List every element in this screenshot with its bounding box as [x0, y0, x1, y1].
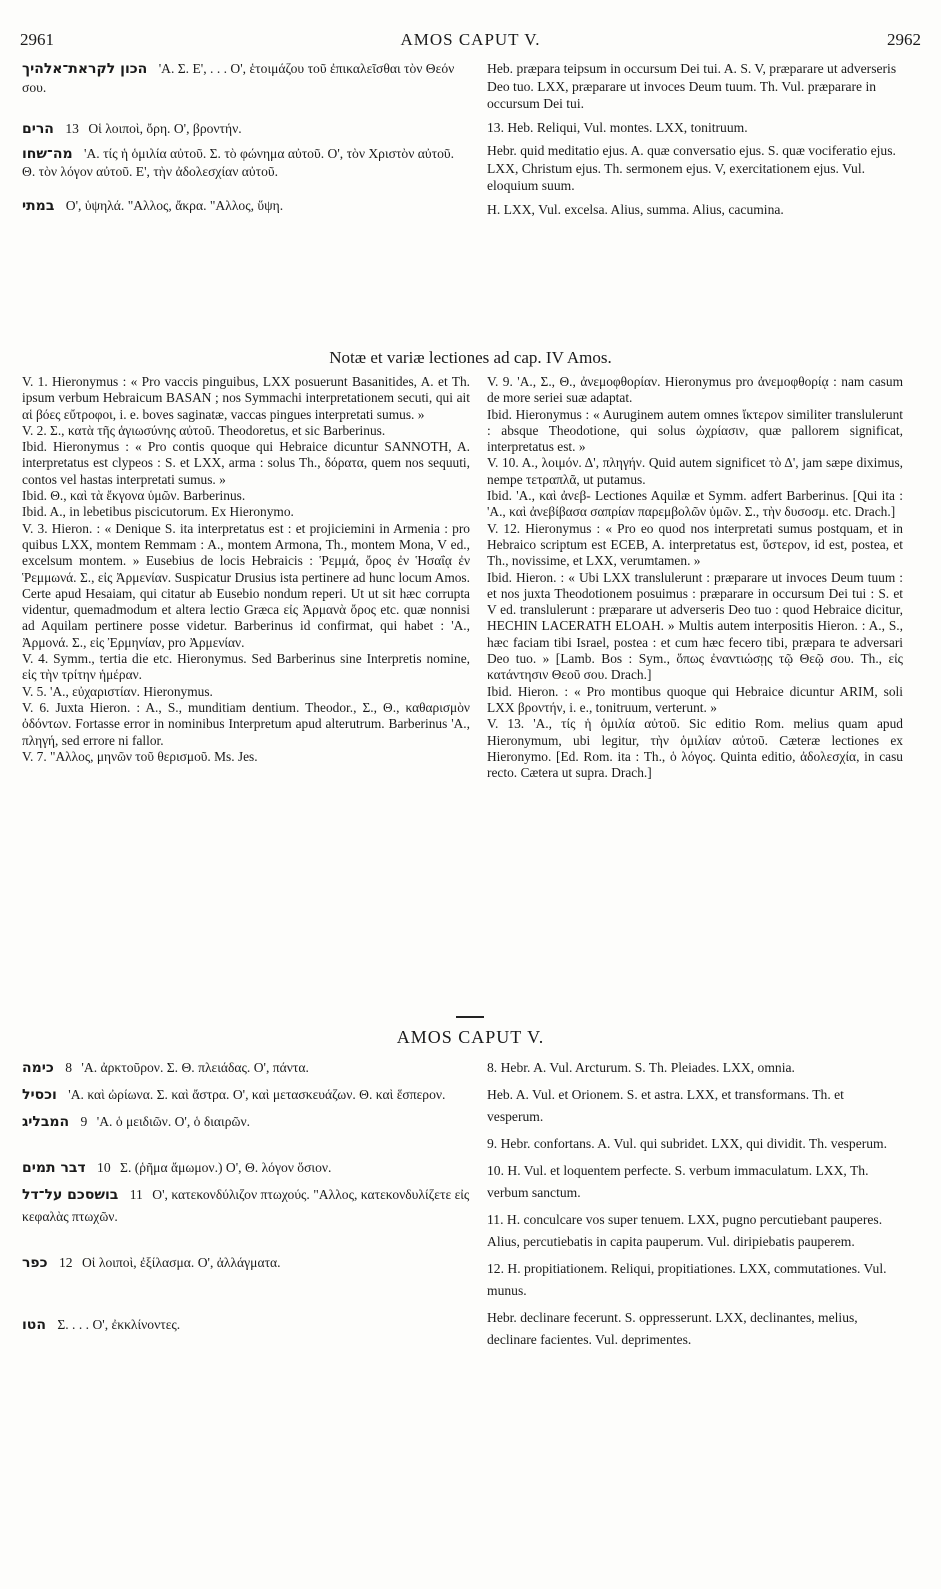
- note-paragraph: V. 6. Juxta Hieron. : A., S., munditiam dentium. Theodor., Σ., Θ., καθαρισμὸν ὀδόντων. Fortasse error in nominibus Interpretum apud alterutrum. Barberinus 'Α., πληγή, sed errore ni fallor.: [22, 699, 470, 748]
- entry-text: 'Α. Σ. Ε', . . . Ο', ἑτοιμάζου τοῦ ἐπικαλεῖσθαι τὸν Θεόν σου.: [22, 61, 455, 95]
- latin-entry: 9. Hebr. confortans. A. Vul. qui subridet. LXX, qui dividit. Th. vesperum.: [487, 1136, 888, 1151]
- hebrew-entry: [22, 120, 470, 139]
- hebrew-lemma: דבר תמים: [22, 1160, 86, 1176]
- note-paragraph: Ibid. Hieronymus : « Pro contis quoque qui Hebraice dicuntur SANNOTH, A. interpretatus est clypeos : S. et LXX, arma : solus Th., δόρατα, quem nos sequuti, contos vel hastas interpretati sumus. »: [22, 439, 470, 487]
- hebrew-entry: [22, 197, 470, 216]
- latin-entry: 12. H. propitiationem. Reliqui, propitiationes. LXX, commutationes. Vul. munus.: [487, 1261, 887, 1298]
- verse-number: 9: [80, 1114, 88, 1129]
- note-paragraph: Ibid. Hieron. : « Pro montibus quoque qui Hebraice dicuntur ARIM, soli LXX βροντήν, i. e., tonitruum, verterunt. »: [487, 683, 903, 715]
- hebrew-entry: [22, 1084, 470, 1106]
- section2-right-column: [487, 1057, 903, 1356]
- verse-number: 12: [58, 1255, 73, 1270]
- section1-right-column: [487, 60, 903, 224]
- hebrew-lemma: הכון לקראת־אלהיך: [22, 61, 148, 77]
- note-paragraph: V. 13. 'Α., τίς ἡ ὁμιλία αὐτοῦ. Sic editio Rom. melius quam apud Hieronymum, ubi legitur, τὴν ὁμιλίαν αὐτοῦ. Cæteræ lectiones ex Hieronymo. [Ed. Rom. ita : Th., ὁ λόγος. Quinta editio, ἀδολεσχία, in casu recto. Cætera ut supra. Drach.]: [487, 716, 903, 781]
- note-paragraph: V. 7. "Αλλος, μηνῶν τοῦ θερισμοῦ. Ms. Jes.: [22, 748, 258, 764]
- note-paragraph: V. 5. 'Α., εὐχαριστίαν. Hieronymus.: [22, 683, 213, 699]
- note-paragraph: Ibid. Θ., καὶ τὰ ἔκγονα ὑμῶν. Barberinus.: [22, 488, 246, 504]
- note-paragraph: V. 2. Σ., κατὰ τῆς ἁγιωσύνης αὐτοῦ. Theodoretus, et sic Barberinus.: [22, 422, 386, 438]
- hebrew-lemma: הרים: [22, 121, 54, 137]
- hebrew-entry: [22, 1252, 470, 1274]
- hebrew-lemma: וכסיל: [22, 1087, 57, 1103]
- note-paragraph: V. 3. Hieron. : « Denique S. ita interpretatus est : et projiciemini in Armenia : pro quibus LXX, montem Remmam : A., montem Armona, Th., montem Mona, V ed., excelsum montem. » Eusebius de locis Hebraicis : Ῥεμμά, ὄρος ἐν Ἡσαΐᾳ ἐν Ῥεμμωνά. Σ., εἰς Ἀρμενίαν. Suspicatur Drusius ista pertinere ad hunc locum Amos. Certe apud Hesaiam, qui citatur ab Eusebio nondum reperi. Ut ut sit hæc corrupta videntur, quemadmodum et altera lectio Græca εἰς Ἀρμανὰ ὄρος etc. quæ nonnisi ad Aquilam pertinere posse videtur. Barberinus id confirmat, qui habet : 'Α., Ἀρμονά. Σ., εἰς Ἐρμηνίαν, pro Ἀρμενίαν.: [22, 520, 470, 650]
- note-paragraph: Ibid. Hieronymus : « Auruginem autem omnes ἴκτερον similiter translulerunt : absque Theodotione, qui solus ὠχρίασιν, quæ pallorem significat, interpretatus est. »: [487, 406, 903, 455]
- page-header: [20, 30, 921, 54]
- entry-text: 'Α. καὶ ὠρίωνα. Σ. καὶ ἄστρα. Ο', καὶ μετασκευάζων. Θ. καὶ ἕσπερον.: [68, 1087, 446, 1102]
- hebrew-lemma: הטו: [22, 1317, 46, 1333]
- verse-number: 8: [65, 1060, 73, 1075]
- notes-left-column: [22, 374, 470, 765]
- latin-entry: 11. H. conculcare vos super tenuem. LXX, pugno percutiebant pauperes. Alius, percutiebatis in capita pauperum. Vul. diripiebatis pauperem.: [487, 1212, 883, 1249]
- note-paragraph: V. 9. 'Α., Σ., Θ., ἀνεμοφθορίαν. Hieronymus pro ἀνεμοφθορίᾳ : nam casum de more seriei suæ adaptat.: [487, 374, 903, 406]
- latin-entry: Heb. præpara teipsum in occursum Dei tui. A. S. V, præparare ut adverseris Deo tuo. LXX, præparare ut invoces Deum tuum. Th. Vul. præparare in occursum Dei tui.: [487, 61, 897, 111]
- entry-text: 'Α. ἀρκτοῦρον. Σ. Θ. πλειάδας. Ο', πάντα.: [81, 1060, 309, 1075]
- note-paragraph: V. 1. Hieronymus : « Pro vaccis pinguibus, LXX posuerunt Basanitides, A. et Th. ipsum verbum Hebraicum BASAN ; nos Symmachi interpretationem secuti, qui ait αἱ βόες εὔτροφοι, i. e. boves saginatæ, vaccas pingues interpretati sumus. »: [22, 374, 470, 422]
- hebrew-lemma: במתי: [22, 197, 55, 214]
- note-paragraph: V. 12. Hieronymus : « Pro eo quod nos interpretati sumus postquam, et in Hebraico scriptum est ECEB, A. interpretatus est, ὕστερον, id est, postea, et Th., novissime, et LXX, verumtamen. »: [487, 520, 903, 569]
- page-number-right: 2962: [887, 30, 921, 49]
- section1-left-column: [22, 60, 470, 221]
- hebrew-entry: [22, 1057, 470, 1079]
- entry-text: 'Α. ὁ μειδιῶν. Ο', ὁ διαιρῶν.: [96, 1114, 250, 1129]
- hebrew-entry: [22, 60, 470, 96]
- section-divider: [456, 1016, 484, 1018]
- verse-number: 10: [97, 1160, 111, 1175]
- running-title: AMOS CAPUT V.: [400, 30, 541, 49]
- hebrew-lemma: כפר: [22, 1255, 48, 1271]
- latin-entry: H. LXX, Vul. excelsa. Alius, summa. Alius, cacumina.: [487, 201, 784, 217]
- entry-text: Ο', κατεκονδύλιζον πτωχούς. "Αλλος, κατεκονδυλίζετε εἰς κεφαλὰς πτωχῶν.: [22, 1187, 470, 1224]
- latin-entry: Heb. A. Vul. et Orionem. S. et astra. LXX, et transformans. Th. et vesperum.: [487, 1087, 844, 1124]
- hebrew-entry: [22, 1184, 470, 1228]
- hebrew-entry: [22, 1111, 470, 1133]
- latin-entry: 8. Hebr. A. Vul. Arcturum. S. Th. Pleiades. LXX, omnia.: [487, 1060, 795, 1075]
- hebrew-lemma: כימה: [22, 1060, 54, 1076]
- note-paragraph: Ibid. Hieron. : « Ubi LXX translulerunt : præparare ut invoces Deum tuum : et nos juxta Theodotionem posuimus : præparare in occursum Dei tui : S. et V ed. translulerunt : præparare ut adverseris Deo tuo : quod Hebraice dicitur, HECHIN LACERATH ELOAH. » Multis autem interpositis Hieron. : A., S., hæc faciam tibi Israel, postea : et cum hæc fecero tibi, præpara te adversari Deo tuo. » [Lamb. Bos : Sym., ὅπως ἐναντιώσῃς τῷ Θεῷ σου. Th., εἰς κατάντησιν Θεοῦ σου. Drach.]: [487, 569, 903, 683]
- note-paragraph: Ibid. 'Α., καὶ ἀνεβ- Lectiones Aquilæ et Symm. adfert Barberinus. [Qui ita : 'Α., καὶ ἀνεβίβασα σαπρίαν παρεμβολῶν ὑμῶν. Σ., τὴν δυσοσμ. etc. Drach.]: [487, 488, 903, 520]
- hebrew-lemma: בושסכם על־דל: [22, 1187, 119, 1203]
- note-paragraph: V. 4. Symm., tertia die etc. Hieronymus. Sed Barberinus sine Interpretis nomine, εἰς τὴν τρίτην ἡμέραν.: [22, 651, 470, 683]
- notes-heading: Notæ et variæ lectiones ad cap. IV Amos.: [329, 348, 612, 367]
- section-heading: AMOS CAPUT V.: [396, 1027, 545, 1047]
- latin-entry: Hebr. quid meditatio ejus. A. quæ conversatio ejus. S. quæ vociferatio ejus. LXX, Christum ejus. Th. sermonem ejus. V, exercitationem ejus. Vul. eloquium suum.: [487, 143, 896, 193]
- entry-text: Οἱ λοιποὶ, ἐξίλασμα. Ο', ἀλλάγματα.: [81, 1255, 281, 1270]
- latin-entry: 13. Heb. Reliqui, Vul. montes. LXX, tonitruum.: [487, 119, 748, 135]
- entry-text: Σ. . . . Ο', ἐκκλίνοντες.: [57, 1317, 181, 1332]
- note-paragraph: Ibid. A., in lebetibus piscicutorum. Ex Hieronymo.: [22, 504, 294, 520]
- verse-number: 13: [65, 121, 79, 136]
- entry-text: Ο', ὑψηλά. "Αλλος, ἄκρα. "Αλλος, ὕψη.: [65, 197, 284, 213]
- verse-number: 11: [129, 1187, 143, 1202]
- hebrew-entry: [22, 1157, 470, 1179]
- entry-text: Οἱ λοιποὶ, ὄρη. Ο', βροντήν.: [88, 121, 242, 136]
- notes-right-column: [487, 374, 903, 781]
- entry-text: Σ. (ῥῆμα ἄμωμον.) Ο', Θ. λόγον ὅσιον.: [120, 1160, 332, 1175]
- latin-entry: 10. H. Vul. et loquentem perfecte. S. verbum immaculatum. LXX, Th. verbum sanctum.: [487, 1163, 869, 1200]
- latin-entry: Hebr. declinare fecerunt. S. oppresserunt. LXX, declinantes, melius, declinare facientes. Vul. deprimentes.: [487, 1310, 858, 1347]
- section2-left-column: [22, 1057, 470, 1341]
- hebrew-entry: [22, 1314, 470, 1336]
- entry-text: 'Α. τίς ἡ ὁμιλία αὐτοῦ. Σ. τὸ φώνημα αὐτοῦ. Ο', τὸν Χριστὸν αὐτοῦ. Θ. τὸν λόγον αὐτοῦ. Ε', τὴν ἀδολεσχίαν αὐτοῦ.: [22, 145, 455, 179]
- note-paragraph: V. 10. A., λοιμόν. Δ', πληγήν. Quid autem significet τὸ Δ', jam sæpe diximus, nempe τετραπλᾶ, ut putamus.: [487, 455, 903, 487]
- hebrew-lemma: המבליג: [22, 1114, 70, 1130]
- hebrew-lemma: מה־שחו: [22, 145, 73, 162]
- hebrew-entry: [22, 145, 470, 181]
- page-number-left: 2961: [20, 30, 54, 49]
